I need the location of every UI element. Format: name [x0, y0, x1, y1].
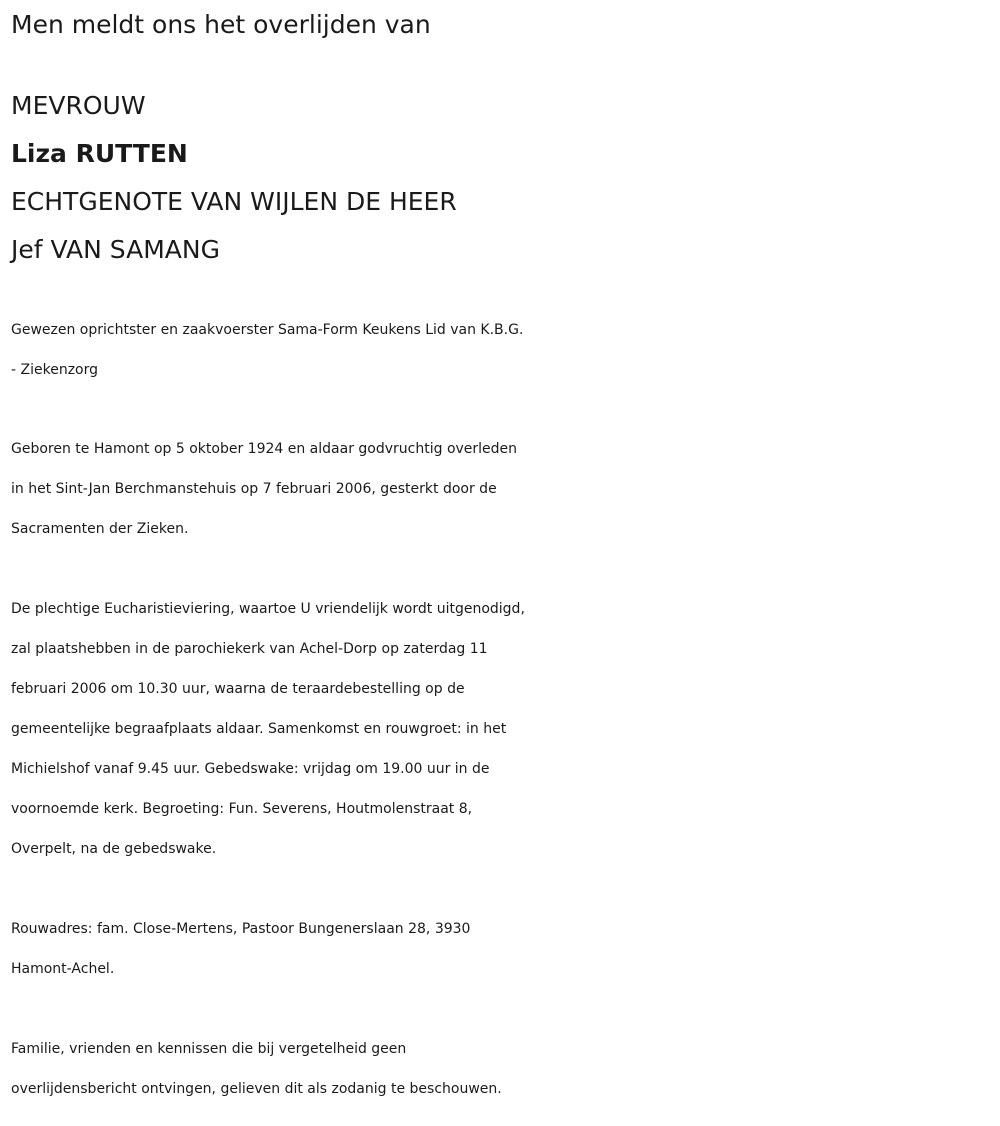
paragraph-line: voornoemde kerk. Begroeting: Fun. Severens, Houtmolenstraat 8,: [11, 801, 473, 817]
paragraph-line: gemeentelijke begraafplaats aldaar. Samenkomst en rouwgroet: in het: [11, 721, 507, 737]
relation-text: ECHTGENOTE VAN WIJLEN DE HEER: [11, 187, 457, 216]
paragraph-line: Familie, vrienden en kennissen die bij vergetelheid geen: [11, 1041, 407, 1057]
title-text: MEVROUW: [11, 91, 146, 120]
paragraph-line: Gewezen oprichtster en zaakvoerster Sama-Form Keukens Lid van K.B.G.: [11, 322, 524, 338]
paragraph-line: Overpelt, na de gebedswake.: [11, 841, 217, 857]
intro-text: Men meldt ons het overlijden van: [11, 10, 431, 39]
paragraph-line: zal plaatshebben in de parochiekerk van Achel-Dorp op zaterdag 11: [11, 641, 488, 657]
paragraph-line: Michielshof vanaf 9.45 uur. Gebedswake: vrijdag om 19.00 uur in de: [11, 761, 490, 777]
paragraph-line: Sacramenten der Zieken.: [11, 521, 189, 537]
paragraph-line: overlijdensbericht ontvingen, gelieven dit als zodanig te beschouwen.: [11, 1081, 502, 1097]
paragraph-line: in het Sint-Jan Berchmanstehuis op 7 februari 2006, gesterkt door de: [11, 481, 497, 497]
paragraph-line: Hamont-Achel.: [11, 961, 115, 977]
paragraph-line: Rouwadres: fam. Close-Mertens, Pastoor Bungenerslaan 28, 3930: [11, 921, 471, 937]
paragraph-address: [11, 909, 996, 989]
paragraph-line: - Ziekenzorg: [11, 362, 99, 378]
paragraph-occupation: [11, 310, 996, 390]
deceased-name: Liza RUTTEN: [11, 139, 188, 168]
paragraph-birth-death: [11, 429, 996, 549]
paragraph-line: De plechtige Eucharistieviering, waartoe U vriendelijk wordt uitgenodigd,: [11, 601, 525, 617]
paragraph-line: februari 2006 om 10.30 uur, waarna de teraardebestelling op de: [11, 681, 465, 697]
paragraph-closing: [11, 1029, 996, 1109]
paragraph-ceremony: [11, 589, 996, 869]
paragraph-line: Geboren te Hamont op 5 oktober 1924 en aldaar godvruchtig overleden: [11, 441, 518, 457]
spouse-name: Jef VAN SAMANG: [11, 235, 220, 264]
